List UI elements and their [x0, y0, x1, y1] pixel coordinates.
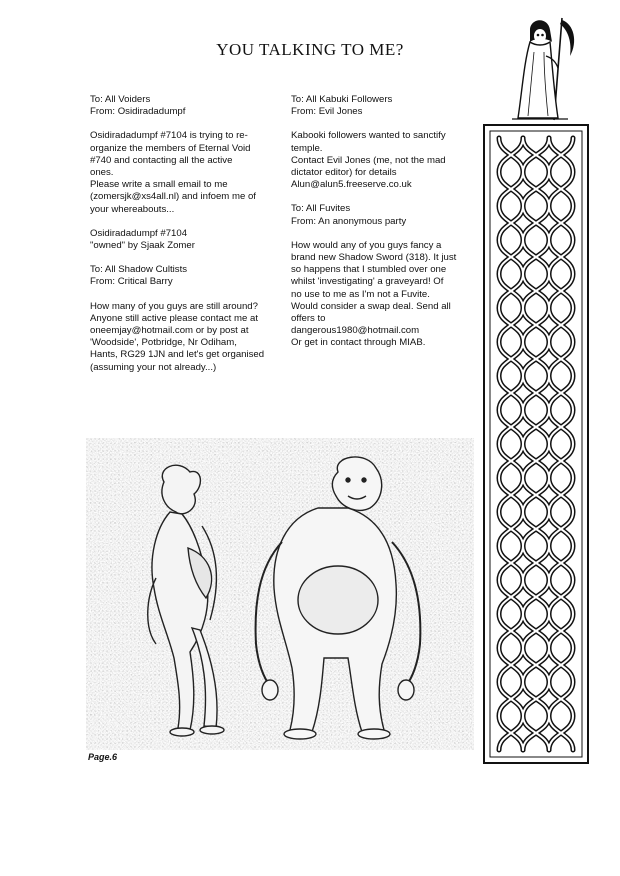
page-title: YOU TALKING TO ME?	[216, 40, 404, 59]
left-block-1	[90, 130, 286, 215]
text-line: Please write a small email to me	[90, 179, 228, 191]
text-line: 'Woodside', Potbridge, Nr Odiham,	[90, 337, 237, 349]
right-block-0	[291, 94, 485, 118]
text-line: dangerous1980@hotmail.com	[291, 325, 420, 337]
text-line: whilst 'investigating' a graveyard! Of	[291, 276, 444, 288]
text-line: #740 and contacting all the active	[90, 154, 233, 166]
page-number: Page.6	[88, 752, 118, 762]
text-line: oneemjay@hotmail.com or by post at	[90, 325, 249, 337]
text-line: Hants, RG29 1JN and let's get organised	[90, 349, 265, 361]
text-line: Or get in contact through MIAB.	[291, 337, 426, 349]
text-line: "owned" by Sjaak Zomer	[90, 240, 195, 252]
text-line: From: Osidiradadumpf	[90, 106, 186, 118]
text-line: (assuming your not already...)	[90, 361, 217, 373]
left-block-3	[90, 264, 286, 288]
right-column	[291, 94, 485, 362]
text-line: To: All Fuvites	[291, 203, 351, 215]
text-line: Alun@alun5.freeserve.co.uk	[291, 179, 412, 191]
text-line: Would consider a swap deal. Send all	[291, 300, 451, 312]
grim-reaper-icon	[508, 12, 580, 124]
text-line: How would any of you guys fancy a	[291, 239, 442, 251]
text-line: To: All Kabuki Followers	[291, 94, 393, 105]
text-line: From: Critical Barry	[90, 276, 173, 288]
right-block-1	[291, 130, 485, 191]
text-line: Contact Evil Jones (me, not the mad	[291, 154, 446, 166]
text-line: ones.	[90, 167, 114, 179]
text-line: Osidiradadumpf #7104	[90, 227, 188, 239]
text-line: temple.	[291, 142, 323, 154]
text-line: dictator editor) for details	[291, 167, 397, 179]
text-line: From: An anonymous party	[291, 215, 407, 227]
text-line: so happens that I stumbled over one	[291, 264, 447, 276]
celtic-knot-border	[483, 124, 589, 764]
text-line: (zomersjk@xs4all.nl) and infoem me of	[90, 191, 256, 203]
text-line: Kabooki followers wanted to sanctify	[291, 130, 446, 142]
text-line: Osidiradadumpf #7104 is trying to re-	[90, 130, 248, 142]
text-line: offers to	[291, 313, 326, 325]
text-line: no use to me as I'm not a Fuvite.	[291, 288, 430, 300]
text-line: To: All Voiders	[90, 94, 151, 105]
right-block-2	[291, 203, 485, 227]
text-line: your whereabouts...	[90, 203, 175, 215]
two-trolls-sketch	[86, 438, 474, 750]
text-line: From: Evil Jones	[291, 106, 363, 118]
left-block-4	[90, 301, 286, 374]
text-line: How many of you guys are still around?	[90, 300, 258, 312]
text-line: brand new Shadow Sword (318). It just	[291, 252, 457, 264]
left-block-0	[90, 94, 286, 118]
text-line: organize the members of Eternal Void	[90, 142, 251, 154]
text-line: Anyone still active please contact me at	[90, 312, 258, 324]
text-line: To: All Shadow Cultists	[90, 264, 188, 276]
left-block-2	[90, 228, 286, 252]
right-block-3	[291, 240, 485, 350]
left-column	[90, 94, 286, 386]
